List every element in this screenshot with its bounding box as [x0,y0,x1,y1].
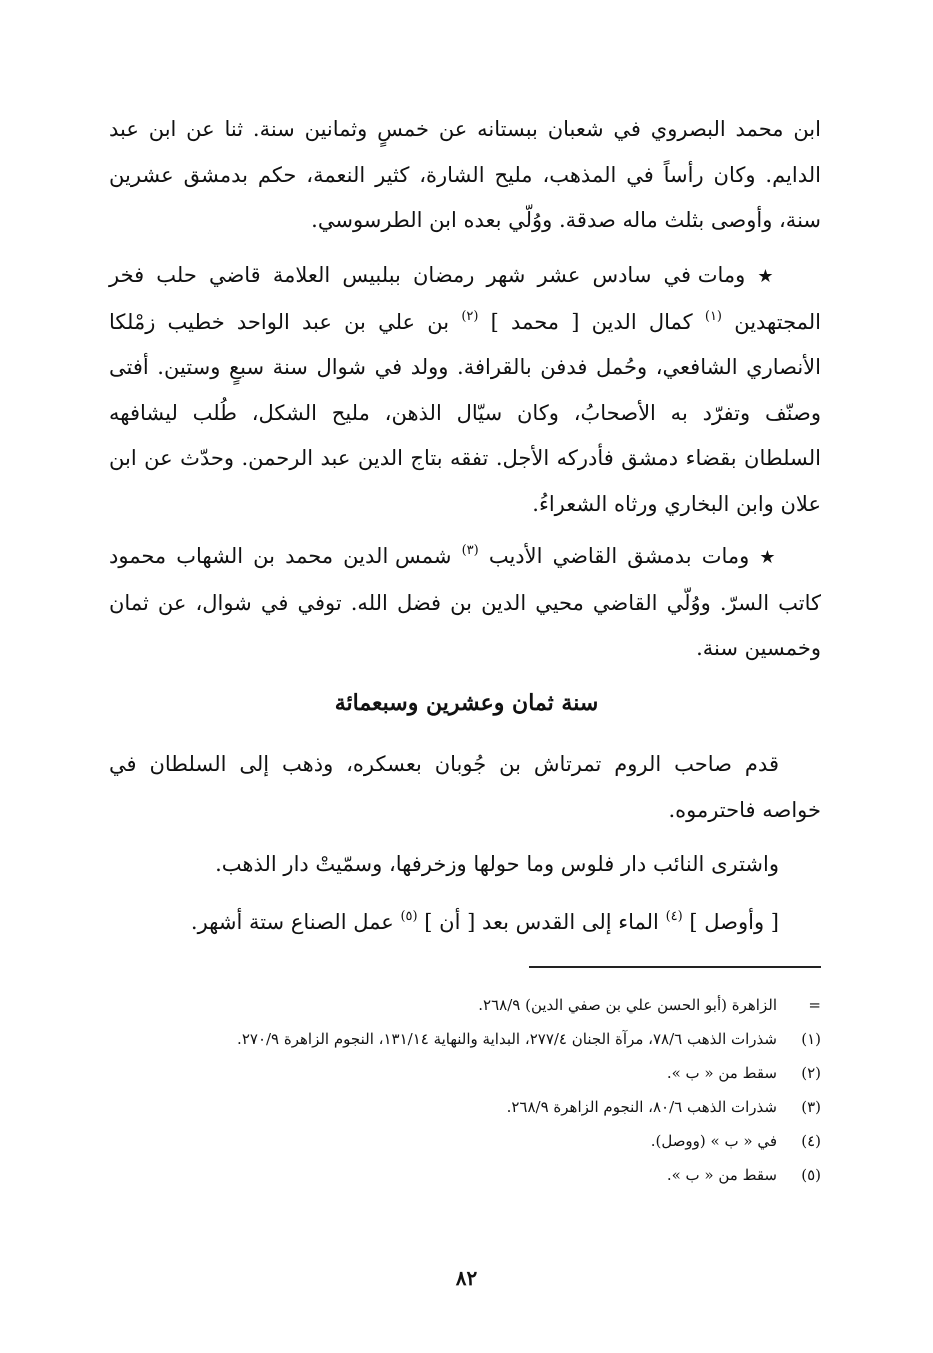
paragraph-3-text-b: شمس الدين محمد بن الشهاب محمود كاتب السرّ. ووُلّي القاضي محيي الدين بن فضل الله. توفي في شوال، عن ثمان وخمسين سنة. [109,544,821,660]
footnote-ref-3: (٣) [461,543,479,558]
footnotes [109,992,821,1196]
footnote-text: سقط من « ب ». [666,1064,777,1082]
footnote-number: (٢) [801,1064,821,1082]
paragraph-2-text-a: ومات في سادس عشر شهر رمضان ببلبيس العلامة قاضي حلب فخر المجتهدين [109,263,822,334]
footnote-number: (١) [801,1030,821,1048]
footnote-text: في « ب » (ووصل). [650,1132,777,1150]
footnote-item [109,992,821,1018]
section-paragraph-3-text-c: عمل الصناع ستة أشهر. [190,910,394,934]
footnote-ref-4: (٤) [665,909,683,924]
section-paragraph-2 [109,842,821,888]
footnote-item [109,1162,821,1188]
footnote-ref-5: (٥) [400,909,418,924]
footnote-number: = [808,996,821,1014]
footnote-text: شذرات الذهب ٨٠/٦، النجوم الزاهرة ٢٦٨/٩. [506,1098,777,1116]
footnote-ref-1: (١) [704,308,722,324]
footnote-separator [529,966,821,968]
footnote-number: (٣) [801,1098,821,1116]
paragraph-3 [109,534,821,672]
paragraph-3-text-a: ومات بدمشق القاضي الأديب [488,544,750,568]
footnote-ref-2: (٢) [461,308,479,324]
section-heading: سنة ثمان وعشرين وسبعمائة [334,690,599,716]
footnote-number: (٤) [801,1132,821,1150]
footnote-item [109,1128,821,1154]
footnote-item [109,1026,821,1052]
star-icon: ★ [757,266,779,287]
section-paragraph-1 [109,742,821,833]
footnote-text: سقط من « ب ». [666,1166,777,1184]
footnote-item [109,1060,821,1086]
section-paragraph-3 [109,900,821,946]
footnote-text: الزاهرة (أبو الحسن علي بن صفي الدين) ٢٦٨/٩. [478,996,777,1014]
footnote-number: (٥) [801,1166,821,1184]
paragraph-2-text-b: كمال الدين [ محمد ] [490,309,693,334]
paragraph-2-text-c: بن علي بن عبد الواحد خطيب زمْلكا الأنصاري الشافعي، وحُمل فدفن بالقرافة. وولد في شوال سنة سبعٍ وستين. أفتى وصنّف وتفرّد به الأصحابُ، وكان سيّال الذهن، مليح الشكل، طُلب ليشافهه السلطان بقضاء دمشق فأدركه الأجل. تفقه بتاج الدين عبد الرحمن. وحدّث عن ابن علان وابن البخاري ورثاه الشعراءُ. [109,309,821,516]
section-paragraph-3-text-b: الماء إلى القدس بعد [ أن ] [424,910,659,934]
paragraph-2 [109,253,821,527]
footnote-item [109,1094,821,1120]
paragraph-1 [109,107,821,244]
section-paragraph-1-text: قدم صاحب الروم تمرتاش بن جُوبان بعسكره، وذهب إلى السلطان في خواصه فاحترموه. [109,752,821,822]
page-number: ٨٢ [455,1266,478,1290]
footnote-text: شذرات الذهب ٧٨/٦، مرآة الجنان ٢٧٧/٤، البداية والنهاية ١٣١/١٤، النجوم الزاهرة ٢٧٠/٩. [237,1030,777,1048]
section-paragraph-3-text-a: [ وأوصل ] [689,910,779,934]
paragraph-1-text: ابن محمد البصروي في شعبان ببستانه عن خمسٍ وثمانين سنة. ثنا عن ابن عبد الدايم. وكان رأساً في المذهب، مليح الشارة، كثير النعمة، حكم بدمشق عشرين سنة، وأوصى بثلث ماله صدقة. ووُلّي بعده ابن الطرسوسي. [109,117,821,232]
section-paragraph-2-text: واشترى النائب دار فلوس وما حولها وزخرفها، وسمّيتْ دار الذهب. [215,852,779,876]
star-icon: ★ [759,547,779,568]
